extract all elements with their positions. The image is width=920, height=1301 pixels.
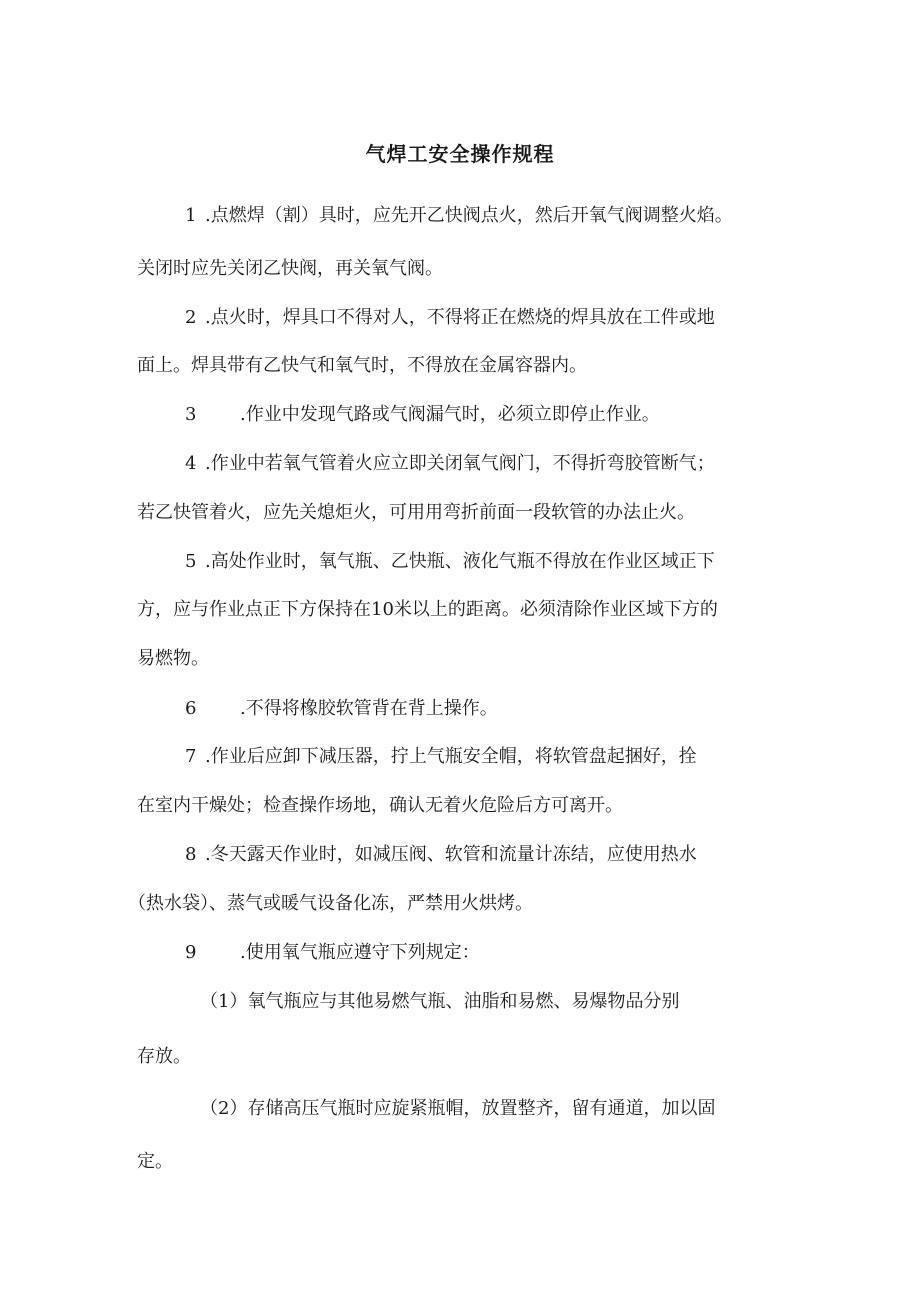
sub-1-line-2: 存放。 — [137, 1046, 191, 1067]
page-title: 气焊工安全操作规程 — [365, 142, 555, 166]
item-text: .冬天露天作业时，如减压阀、软管和流量计冻结，应使用热水 — [205, 844, 697, 865]
item-number: 3 — [185, 404, 197, 425]
sub-number: （2） — [200, 1098, 248, 1119]
sub-text: 氧气瓶应与其他易燃气瓶、油脂和易燃、易爆物品分别 — [247, 991, 680, 1012]
item-number: 5 — [185, 551, 197, 572]
sub-1-line-1 — [200, 990, 679, 1014]
item-7-line-1 — [185, 745, 697, 769]
item-text: .作业中发现气路或气阀漏气时，必须立即停止作业。 — [240, 404, 660, 425]
sub-text: 存储高压气瓶时应旋紧瓶帽，放置整齐，留有通道，加以固 — [247, 1098, 716, 1119]
sub-2-line-1 — [200, 1097, 715, 1121]
item-2-line-1 — [185, 306, 715, 330]
item-5-line-1 — [185, 550, 715, 574]
item-2-line-2: 面上。焊具带有乙快气和氧气时，不得放在金属容器内。 — [137, 355, 587, 376]
item-text: .作业中若氧气管着火应立即关闭氧气阀门，不得折弯胶管断气； — [205, 453, 715, 474]
item-1-line-1 — [185, 204, 733, 228]
item-9-line-1 — [185, 941, 480, 965]
item-number: 8 — [185, 844, 197, 865]
item-number: 4 — [185, 453, 197, 474]
item-number: 6 — [185, 698, 197, 719]
item-text: .点火时，焊具口不得对人，不得将正在燃烧的焊具放在工件或地 — [205, 307, 715, 328]
item-8-line-1 — [185, 843, 697, 867]
item-4-line-2: 若乙快管着火，应先关熄炬火，可用用弯折前面一段软管的办法止火。 — [137, 502, 695, 523]
item-5-line-3: 易燃物。 — [137, 648, 209, 669]
item-text: .不得将橡胶软管背在背上操作。 — [240, 698, 498, 719]
item-number: 7 — [185, 746, 197, 767]
item-number: 2 — [185, 307, 197, 328]
item-1-line-2: 关闭时应先关闭乙快阀，再关氧气阀。 — [137, 258, 443, 279]
item-8-line-2: （热水袋）、蒸气或暖气设备化冻，严禁用火烘烤。 — [128, 893, 533, 914]
sub-2-line-2: 定。 — [137, 1151, 173, 1172]
sub-number: （1） — [200, 991, 248, 1012]
item-7-line-2: 在室内干燥处；检查操作场地，确认无着火危险后方可离开。 — [137, 795, 623, 816]
item-3-line-1 — [185, 403, 660, 427]
item-number: 9 — [185, 942, 197, 963]
item-6-line-1 — [185, 697, 498, 721]
item-text: .点燃焊（割）具时，应先开乙快阀点火，然后开氧气阀调整火焰。 — [205, 205, 733, 226]
item-number: 1 — [185, 205, 197, 226]
item-4-line-1 — [185, 452, 715, 476]
item-5-line-2: 方，应与作业点正下方保持在10米以上的距离。必须清除作业区域下方的 — [137, 599, 718, 620]
item-text: .高处作业时，氧气瓶、乙快瓶、液化气瓶不得放在作业区域正下 — [205, 551, 715, 572]
item-text: .使用氧气瓶应遵守下列规定： — [240, 942, 480, 963]
item-text: .作业后应卸下减压器，拧上气瓶安全帽，将软管盘起捆好，拴 — [205, 746, 697, 767]
